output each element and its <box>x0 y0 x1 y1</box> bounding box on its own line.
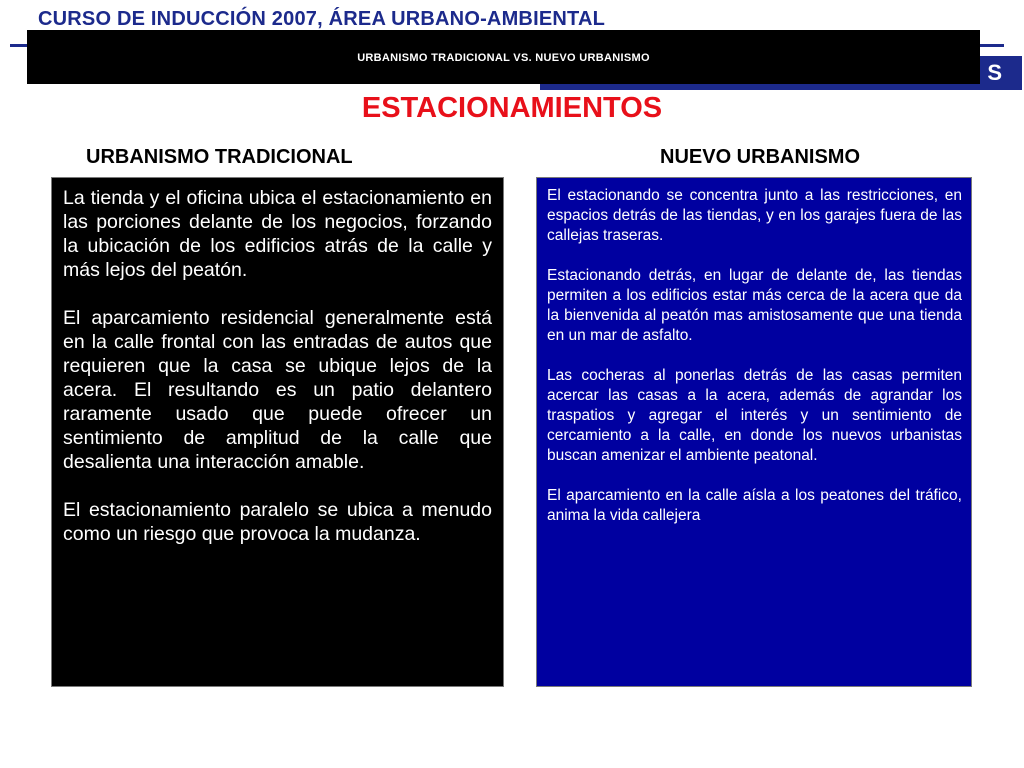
paragraph: El estacionamiento paralelo se ubica a menudo como un riesgo que provoca la mudanza. <box>63 499 492 545</box>
column-heading-new-urbanism: NUEVO URBANISMO <box>660 146 861 168</box>
paragraph: Las cocheras al ponerlas detrás de las casas permiten acercar las casas a la acera, además de agrandar los traspatios y agregar el interés y un sentimiento de cercamiento a la calle, en donde los nuevos urbanistas buscan amenizar el ambiente peatonal. <box>547 367 962 464</box>
new-urbanism-panel <box>536 177 972 687</box>
paragraph: Estacionando detrás, en lugar de delante de, las tiendas permiten a los edificios estar más cerca de la acera que da la bienvenida al peatón mas amistosamente que una tienda en un mar de asfalto. <box>547 267 962 344</box>
topic-banner: URBANISMO TRADICIONAL VS. NUEVO URBANISMO <box>27 30 980 84</box>
traditional-urbanism-panel <box>51 177 504 687</box>
column-heading-traditional: URBANISMO TRADICIONAL <box>86 146 353 168</box>
course-title: CURSO DE INDUCCIÓN 2007, ÁREA URBANO-AMBIENTAL <box>38 8 606 30</box>
paragraph: La tienda y el oficina ubica el estacionamiento en las porciones delante de los negocios, forzando la ubicación de los edificios atrás de la calle y más lejos del peatón. <box>63 187 492 281</box>
paragraph: El estacionando se concentra junto a las restricciones, en espacios detrás de las tiendas, y en los garajes fuera de las callejas traseras. <box>547 187 962 244</box>
header-rule-right <box>980 44 1004 47</box>
paragraph: El aparcamiento en la calle aísla a los peatones del tráfico, anima la vida callejera <box>547 487 962 524</box>
paragraph: El aparcamiento residencial generalmente está en la calle frontal con las entradas de autos que requieren que la casa se ubique lejos de la acera. El resultando es un patio delantero raramente usado que puede ofrecer un sentimiento de amplitud de la calle que desalienta una interacción amable. <box>63 307 492 473</box>
section-title: ESTACIONAMIENTOS <box>361 92 663 124</box>
tab-fragment: S <box>987 60 1002 85</box>
